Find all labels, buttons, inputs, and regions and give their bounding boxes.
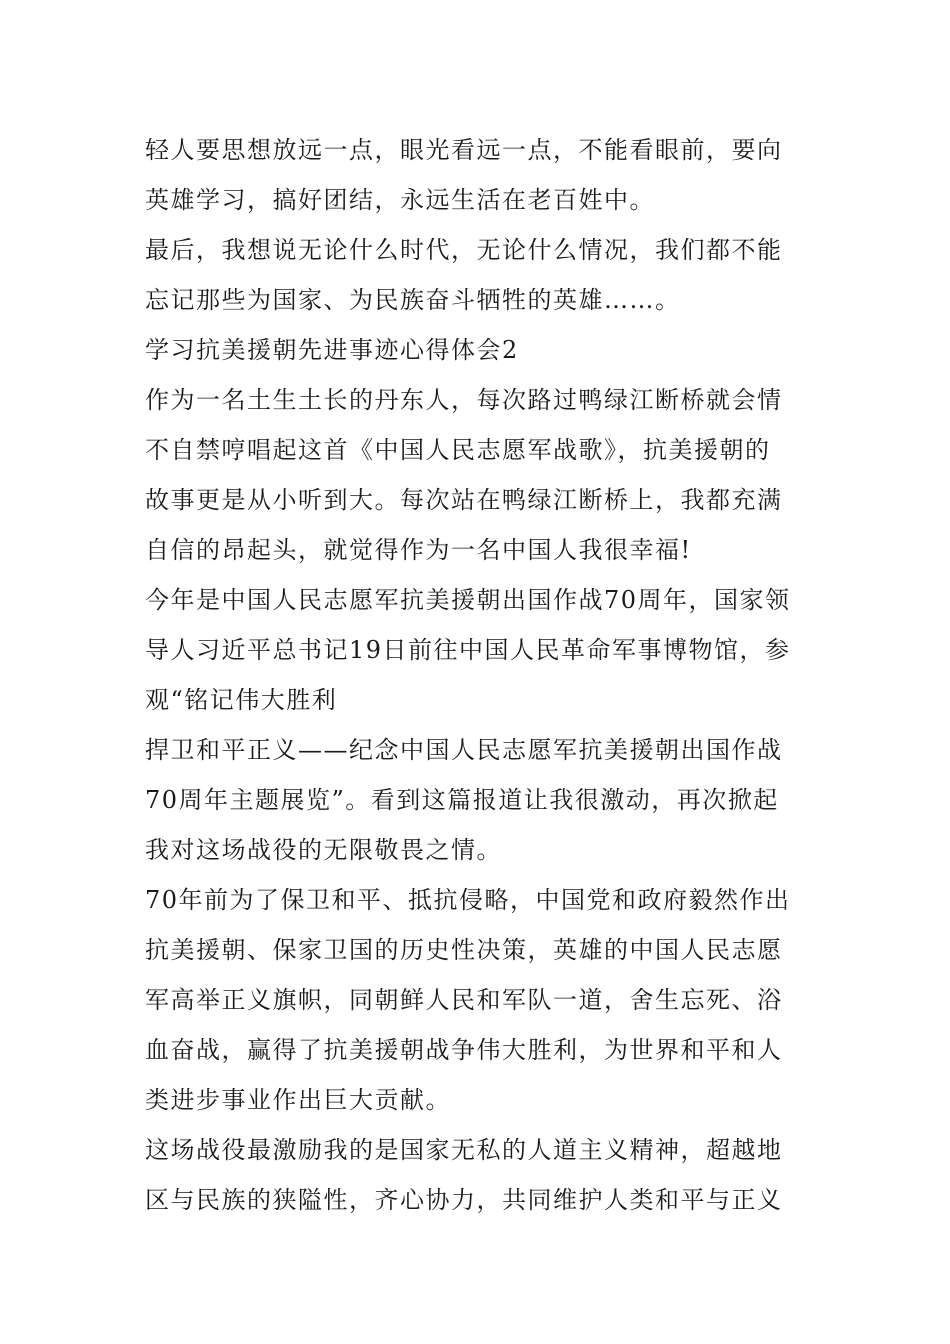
text-line: 70周年主题展览”。看到这篇报道让我很激动，再次掀起 [145, 786, 779, 814]
text-line: 抗美援朝、保家卫国的历史性决策，英雄的中国人民志愿 [145, 936, 783, 964]
text-line: 英雄学习，搞好团结，永远生活在老百姓中。 [145, 186, 655, 214]
text-line: 类进步事业作出巨大贡献。 [145, 1086, 451, 1114]
text-line: 忘记那些为国家、为民族奋斗牺牲的英雄……。 [145, 286, 681, 314]
text-line: 这场战役最激励我的是国家无私的人道主义精神，超越地 [145, 1136, 783, 1164]
text-line: 不自禁哼唱起这首《中国人民志愿军战歌》，抗美援朝的 [145, 436, 771, 464]
text-line: 血奋战，赢得了抗美援朝战争伟大胜利，为世界和平和人 [145, 1036, 783, 1064]
text-line: 故事更是从小听到大。每次站在鸭绿江断桥上，我都充满 [145, 486, 783, 514]
text-line: 今年是中国人民志愿军抗美援朝出国作战70周年，国家领 [145, 586, 791, 614]
text-line: 军高举正义旗帜，同朝鲜人民和军队一道，舍生忘死、浴 [145, 986, 783, 1014]
text-line: 导人习近平总书记19日前往中国人民革命军事博物馆，参 [145, 636, 791, 664]
text-line: 捍卫和平正义——纪念中国人民志愿军抗美援朝出国作战 [145, 736, 783, 764]
text-line: 自信的昂起头，就觉得作为一名中国人我很幸福! [145, 536, 692, 564]
text-line: 70年前为了保卫和平、抵抗侵略，中国党和政府毅然作出 [145, 886, 791, 914]
text-line: 观“铭记伟大胜利 [145, 686, 338, 714]
text-line: 最后，我想说无论什么时代，无论什么情况，我们都不能 [145, 236, 783, 264]
text-line: 我对这场战役的无限敬畏之情。 [145, 836, 502, 864]
text-line: 作为一名土生土长的丹东人，每次路过鸭绿江断桥就会情 [145, 386, 783, 414]
section-heading: 学习抗美援朝先进事迹心得体会2 [145, 336, 519, 364]
text-line: 区与民族的狭隘性，齐心协力，共同维护人类和平与正义 [145, 1186, 783, 1214]
text-line: 轻人要思想放远一点，眼光看远一点，不能看眼前，要向 [145, 136, 783, 164]
